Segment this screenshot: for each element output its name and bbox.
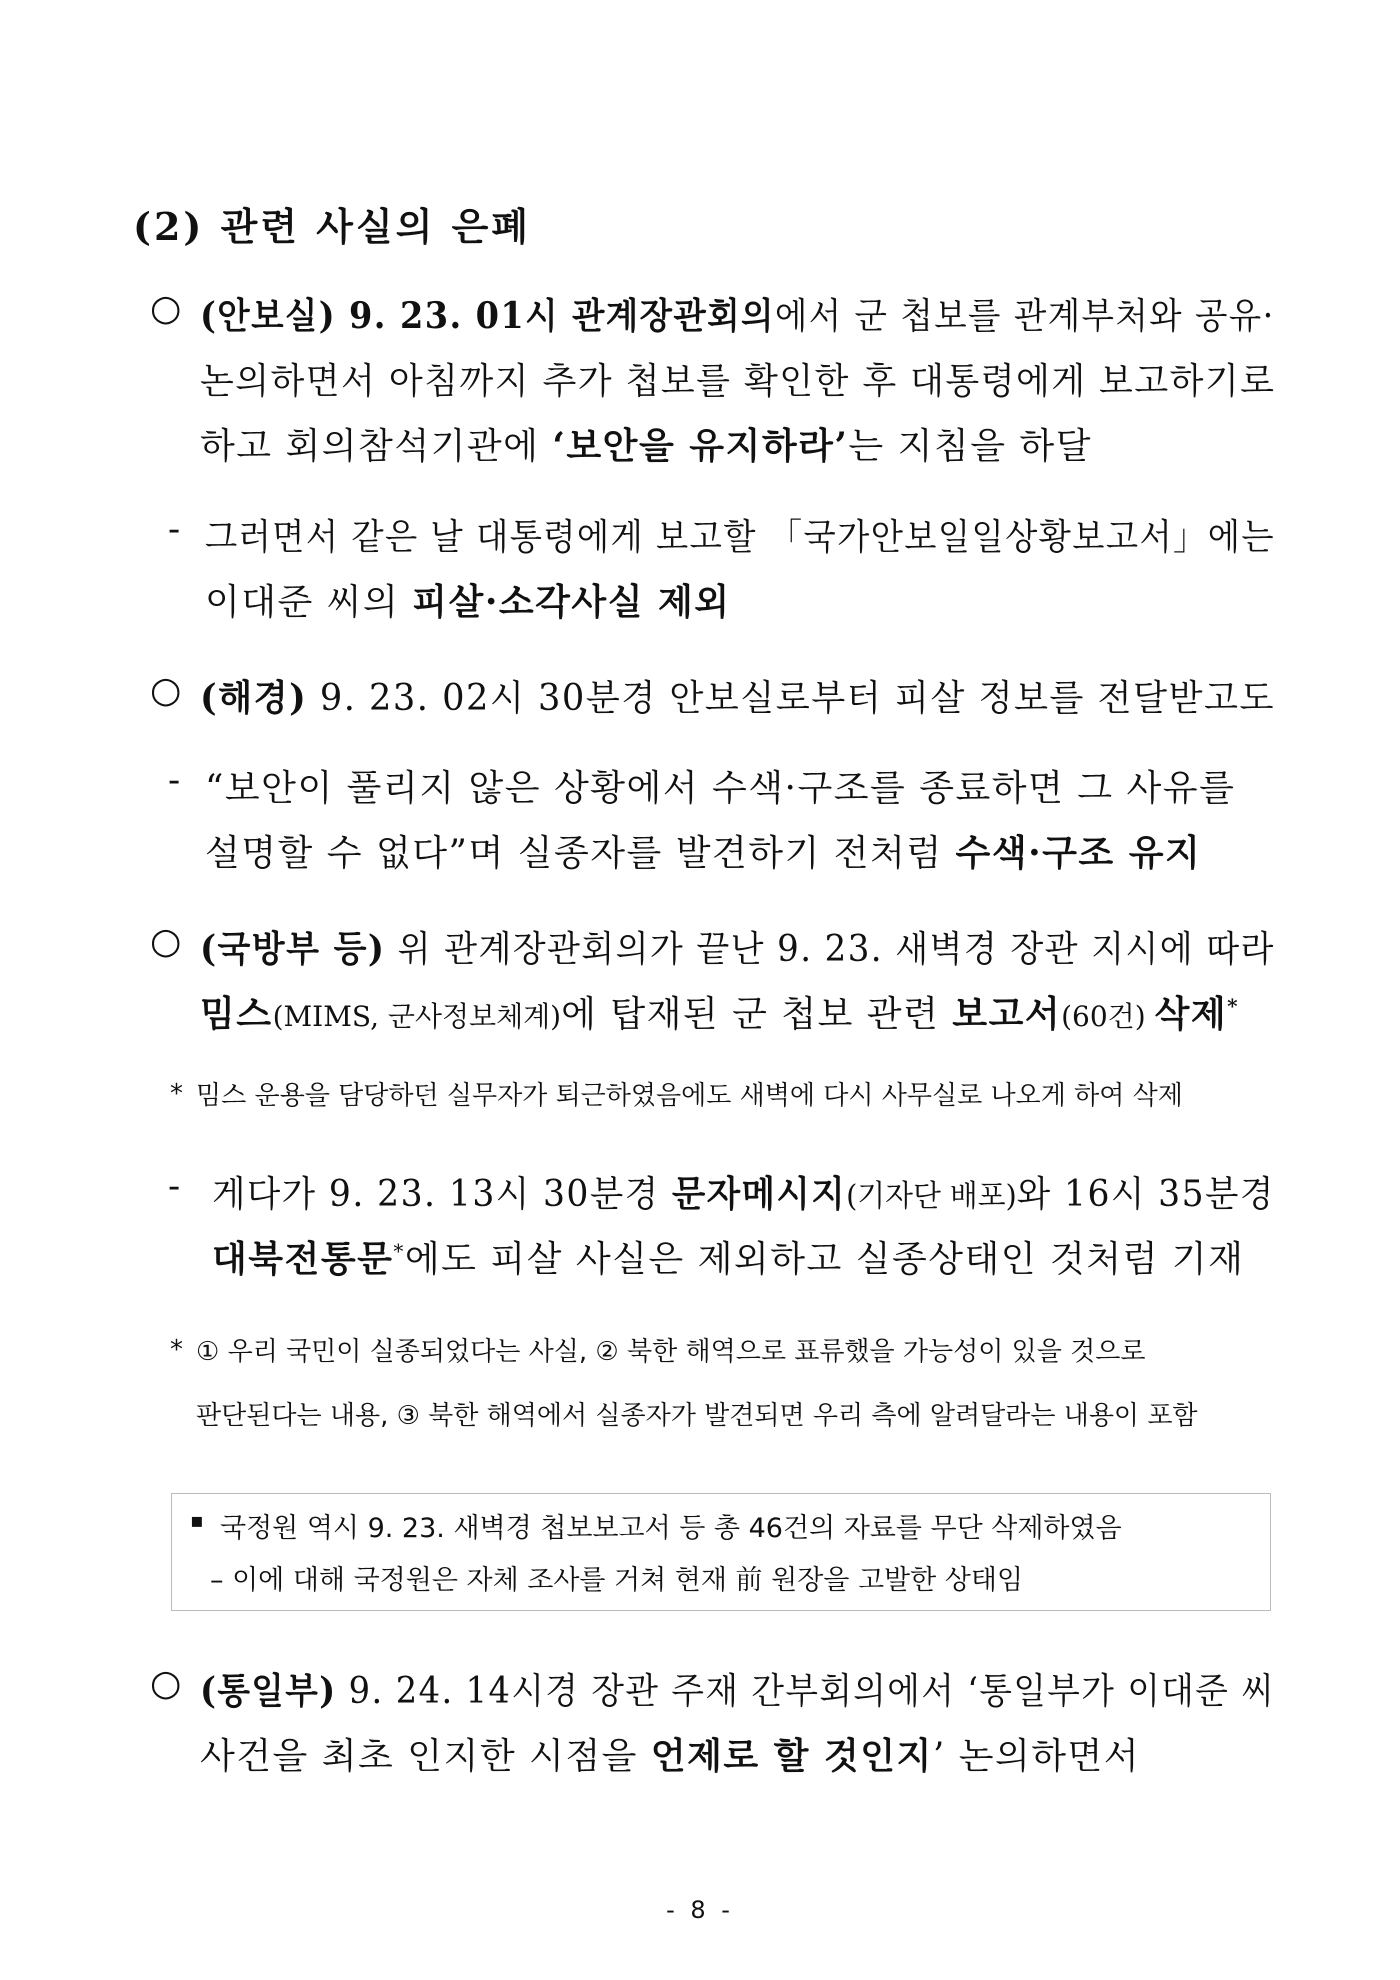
p1-l3-quote: ‘보안을 유지하라’ [552, 425, 849, 467]
circle-bullet: ○ [150, 288, 182, 329]
p1-l3-end: 는 지침을 하달 [848, 426, 1092, 467]
p3d-l1-bold: 문자메시지 [671, 1173, 847, 1215]
p3d-l1-text: 게다가 9. 23. 13시 30분경 [212, 1174, 672, 1215]
p3d-line-2 [212, 1231, 1244, 1282]
p1-line-2: 논의하면서 아침까지 추가 첩보를 확인한 후 대통령에게 보고하기로 [200, 361, 1276, 402]
p2-text: 9. 23. 02시 30분경 안보실로부터 피살 정보를 전달받고도 [307, 678, 1275, 719]
p4-line-1 [200, 1663, 1275, 1714]
p3-line-1 [200, 921, 1275, 972]
dash-bullet: - [168, 509, 181, 550]
p1-bold: (안보실) 9. 23. 01시 관계장관회의 [200, 295, 775, 337]
p1d-l2-text: 이대준 씨의 [205, 582, 413, 623]
page-number: - 8 - [666, 1896, 734, 1924]
p3d-line-1 [212, 1166, 1275, 1217]
p3d-l1-end: 와 16시 35분경 [1016, 1174, 1275, 1215]
p2d-l2-bold: 수색·구조 유지 [955, 832, 1202, 874]
p1-line-3 [200, 418, 1092, 469]
p4-l2-bold: 언제로 할 것인지 [650, 1735, 933, 1777]
p3-text: 위 관계장관회의가 끝난 9. 23. 새벽경 장관 지시에 따라 [385, 929, 1275, 970]
p3-l2-report: 보고서 [952, 993, 1062, 1035]
square-bullet: ▪ [190, 1508, 204, 1532]
p2-bold: (해경) [200, 677, 308, 719]
dash-bullet: - [168, 760, 181, 801]
note-2-line-2: 판단된다는 내용, ③ 북한 해역에서 실종자가 발견되면 우리 측에 알려달라는 내용이 포함 [196, 1401, 1198, 1431]
p4-bold: (통일부) [200, 1670, 337, 1712]
p3-l2-paren: (MIMS, 군사정보체계) [272, 1000, 562, 1033]
p2d-line-2 [205, 825, 1201, 876]
p2-line-1 [200, 670, 1275, 721]
p1d-l2-bold: 피살·소각사실 제외 [412, 581, 731, 623]
note-2-line-1: ① 우리 국민이 실종되었다는 사실, ② 북한 해역으로 표류했을 가능성이 있을 것으로 [196, 1337, 1146, 1367]
p3-bold: (국방부 등) [200, 928, 386, 970]
p1-line-1 [200, 288, 1275, 339]
dash-bullet: - [168, 1166, 181, 1207]
p3-line-2 [200, 986, 1239, 1037]
p3-l2-mims: 밈스 [200, 993, 273, 1035]
p3-l2-count: (60건) [1061, 1000, 1155, 1033]
p1-l3-text: 하고 회의참석기관에 [200, 426, 553, 467]
info-box [171, 1493, 1271, 1611]
p3d-l2-bold: 대북전통문 [212, 1238, 394, 1280]
p2d-line-1: “보안이 풀리지 않은 상황에서 수색·구조를 종료하면 그 사유를 [205, 768, 1236, 809]
p3-l2-delete: 삭제 [1154, 993, 1228, 1035]
box-line-1: 국정원 역시 9. 23. 새벽경 첩보보고서 등 총 46건의 자료를 무단 삭제하였음 [220, 1513, 1122, 1544]
circle-bullet: ○ [150, 670, 182, 711]
circle-bullet: ○ [150, 921, 182, 962]
p4-l2-end: ’ 논의하면서 [932, 1736, 1141, 1777]
box-line-2: – 이에 대해 국정원은 자체 조사를 거쳐 현재 前 원장을 고발한 상태임 [210, 1565, 1024, 1596]
p3d-l2-text: 에도 피살 사실은 제외하고 실종상태인 것처럼 기재 [404, 1239, 1245, 1280]
p4-line-2 [200, 1728, 1140, 1779]
p4-l2-text: 사건을 최초 인지한 시점을 [200, 1736, 651, 1777]
p3d-l1-paren: (기자단 배포) [846, 1179, 1017, 1214]
note-asterisk: * [170, 1079, 183, 1109]
footnote-mark: * [1227, 994, 1240, 1018]
note-1: 밈스 운용을 담당하던 실무자가 퇴근하였음에도 새벽에 다시 사무실로 나오게 하여 삭제 [196, 1081, 1183, 1111]
footnote-mark: * [393, 1239, 405, 1263]
p2d-l2-text: 설명할 수 없다”며 실종자를 발견하기 전처럼 [205, 833, 956, 874]
circle-bullet: ○ [150, 1663, 182, 1704]
p4-text: 9. 24. 14시경 장관 주재 간부회의에서 ‘통일부가 이대준 씨 [336, 1671, 1276, 1712]
note-asterisk: * [170, 1335, 183, 1365]
p1-text: 에서 군 첩보를 관계부처와 공유· [774, 296, 1275, 337]
p1d-line-2 [205, 574, 731, 625]
p3-l2-text: 에 탑재된 군 첩보 관련 [561, 994, 953, 1035]
section-title: (2) 관련 사실의 은폐 [133, 204, 532, 249]
p1d-line-1: 그러면서 같은 날 대통령에게 보고할 「국가안보일일상황보고서」에는 [205, 517, 1275, 558]
